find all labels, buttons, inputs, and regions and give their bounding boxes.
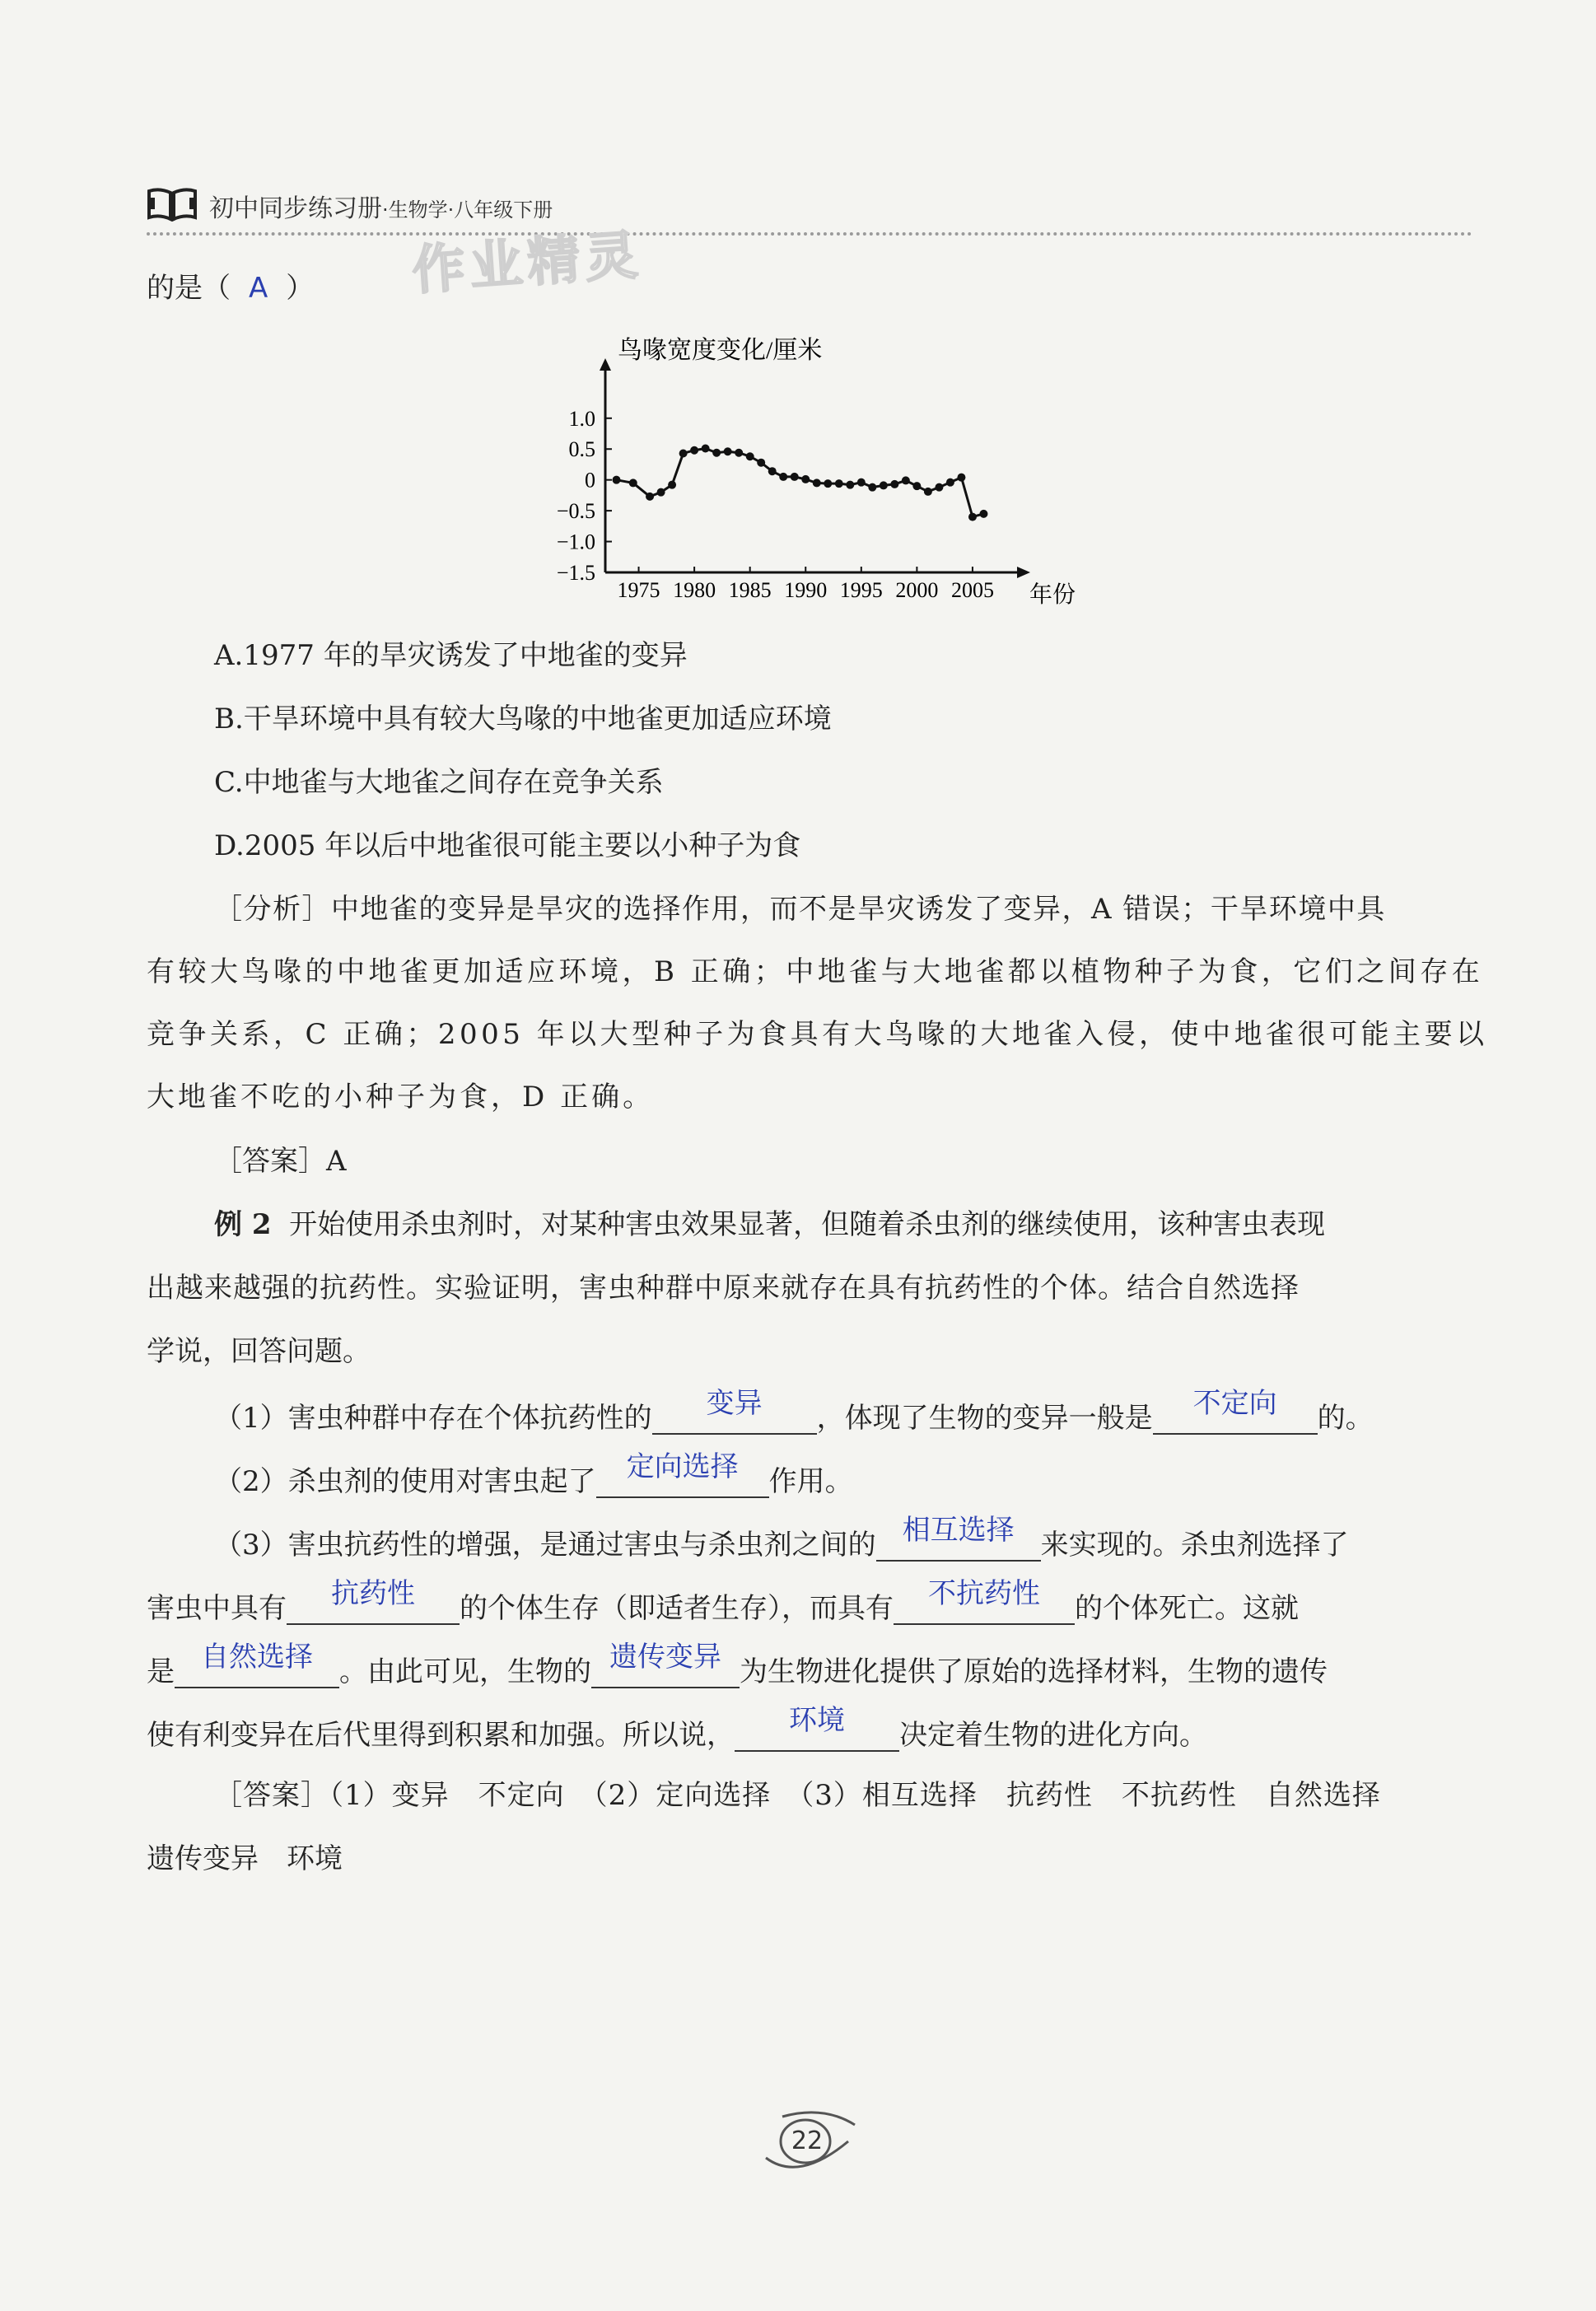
y-tick-label: 1.0 — [568, 406, 595, 431]
q1-option-c: C.中地雀与大地雀之间存在竞争关系 — [214, 766, 664, 799]
chart-points — [613, 444, 988, 521]
ex2-q3-line-3: 是 自然选择 。由此可见，生物的 遗传变异 为生物进化提供了原始的选择材料，生物的遗传 — [147, 1641, 1328, 1688]
y-tick-label: 0.5 — [568, 437, 595, 462]
data-point — [757, 459, 765, 467]
data-point — [946, 479, 954, 487]
x-tick-label: 1980 — [673, 578, 716, 602]
data-point — [646, 493, 654, 501]
data-point — [835, 479, 843, 488]
ex2-q3-blank-3[interactable]: 不抗药性 — [894, 1589, 1075, 1625]
data-point — [868, 483, 876, 492]
x-tick-label: 1995 — [839, 578, 883, 602]
data-point — [712, 449, 721, 457]
q1-option-d: D.2005 年以后中地雀很可能主要以小种子为食 — [214, 829, 801, 862]
book-title: 初中同步练习册·生物学·八年级下册 — [209, 194, 553, 223]
ex2-q3-blank-1[interactable]: 相互选择 — [876, 1525, 1041, 1562]
data-point — [724, 447, 732, 455]
ex2-stem-line-3: 学说，回答问题。 — [147, 1335, 371, 1368]
data-point — [824, 479, 832, 488]
q1-analysis-line-3: 竞争关系，C 正确；2005 年以大型种子为食具有大鸟喙的大地雀入侵，使中地雀很可能主要以 — [147, 1018, 1488, 1051]
ex2-q3-blank-6[interactable]: 环境 — [735, 1716, 899, 1752]
beak-width-chart — [535, 325, 1095, 605]
x-axis-arrow — [1017, 567, 1030, 578]
ex2-q1-blank-1[interactable]: 变异 — [652, 1398, 817, 1435]
ex2-q2-line: （2）杀虫剂的使用对害虫起了 定向选择 作用。 — [214, 1450, 853, 1498]
ex2-q2-blank[interactable]: 定向选择 — [596, 1462, 769, 1498]
q1-analysis-line-4: 大地雀不吃的小种子为食，D 正确。 — [147, 1081, 655, 1113]
y-axis-arrow — [600, 358, 611, 371]
ex2-answer-line-1: ［答案］（1）变异 不定向 （2）定向选择 （3）相互选择 抗药性 不抗药性 自然选择 — [214, 1779, 1381, 1812]
page-number: 22 — [791, 2127, 824, 2155]
data-point — [979, 510, 987, 518]
chart-x-axis-label: 年份 — [1029, 582, 1076, 605]
data-point — [846, 481, 854, 489]
data-point — [657, 488, 665, 497]
data-point — [629, 479, 637, 487]
data-point — [613, 476, 621, 484]
x-tick-label: 2000 — [895, 578, 939, 602]
q1-analysis-line-1: ［分析］中地雀的变异是旱灾的选择作用，而不是旱灾诱发了变异，A 错误；干旱环境中具 — [214, 893, 1386, 926]
ex2-q3-blank-2[interactable]: 抗药性 — [287, 1589, 460, 1625]
ex2-answer-line-2: 遗传变异 环境 — [147, 1842, 343, 1875]
y-tick-label: −0.5 — [556, 499, 595, 524]
y-tick-label: −1.0 — [556, 530, 595, 554]
data-point — [690, 446, 698, 455]
q1-option-a: A.1977 年的旱灾诱发了中地雀的变异 — [214, 639, 688, 672]
ex2-label: 例 2 — [214, 1208, 272, 1241]
q1-stem-tail: 的是（ A ） — [147, 272, 315, 305]
ex2-q1-blank-2[interactable]: 不定向 — [1153, 1398, 1318, 1435]
ex2-stem-line-1: 例 2 开始使用杀虫剂时，对某种害虫效果显著，但随着杀虫剂的继续使用，该种害虫表现 — [214, 1208, 1326, 1241]
x-tick-label: 2005 — [950, 578, 994, 602]
ex2-q3-line-4: 使有利变异在后代里得到积累和加强。所以说， 环境 决定着生物的进化方向。 — [147, 1704, 1207, 1752]
ex2-q3-blank-4[interactable]: 自然选择 — [175, 1652, 339, 1688]
ex2-q3-line-2: 害虫中具有 抗药性 的个体生存（即适者生存），而具有 不抗药性 的个体死亡。这就 — [147, 1577, 1299, 1625]
y-tick-label: −1.5 — [556, 561, 595, 585]
data-point — [791, 473, 799, 481]
data-point — [857, 479, 866, 487]
q1-option-b: B.干旱环境中具有较大鸟喙的中地雀更加适应环境 — [214, 703, 832, 735]
data-point — [902, 476, 910, 484]
data-point — [746, 452, 754, 460]
data-point — [702, 444, 710, 452]
chart-axes — [600, 358, 1030, 578]
data-point — [957, 474, 965, 482]
data-point — [813, 479, 821, 487]
data-point — [912, 482, 921, 490]
book-subtitle: ·生物学·八年级下册 — [382, 198, 553, 222]
data-point — [735, 449, 743, 457]
open-book-icon — [147, 186, 198, 222]
ex2-q3-blank-5[interactable]: 遗传变异 — [591, 1652, 740, 1688]
q1-answer: ［答案］A — [214, 1145, 347, 1178]
data-point — [880, 481, 888, 489]
ex2-q1-line: （1）害虫种群中存在个体抗药性的 变异 ，体现了生物的变异一般是 不定向 的。 — [214, 1387, 1374, 1435]
ex2-q3-line-1: （3）害虫抗药性的增强，是通过害虫与杀虫剂之间的 相互选择 来实现的。杀虫剂选择了 — [214, 1514, 1349, 1562]
data-point — [779, 473, 787, 481]
y-tick-label: 0 — [585, 468, 595, 493]
watermark-logo: 作业精灵 — [410, 225, 645, 302]
x-tick-label: 1985 — [728, 578, 772, 602]
ex2-stem-line-2: 出越来越强的抗药性。实验证明，害虫种群中原来就存在具有抗药性的个体。结合自然选择 — [147, 1272, 1300, 1305]
x-tick-label: 1990 — [784, 578, 828, 602]
data-point — [768, 467, 777, 475]
chart-title: 鸟喙宽度变化/厘米 — [618, 337, 823, 364]
data-point — [935, 483, 943, 492]
q1-analysis-line-2: 有较大鸟喙的中地雀更加适应环境，B 正确；中地雀与大地雀都以植物种子为食，它们之间存在 — [147, 955, 1484, 988]
data-point — [890, 480, 898, 488]
x-tick-label: 1975 — [617, 578, 660, 602]
page-number-badge — [749, 2108, 865, 2183]
data-point — [668, 481, 676, 489]
data-point — [924, 488, 932, 496]
data-point — [801, 475, 810, 483]
page-header — [147, 183, 1472, 236]
data-point — [679, 449, 688, 457]
q1-handwritten-answer: A — [249, 272, 268, 305]
